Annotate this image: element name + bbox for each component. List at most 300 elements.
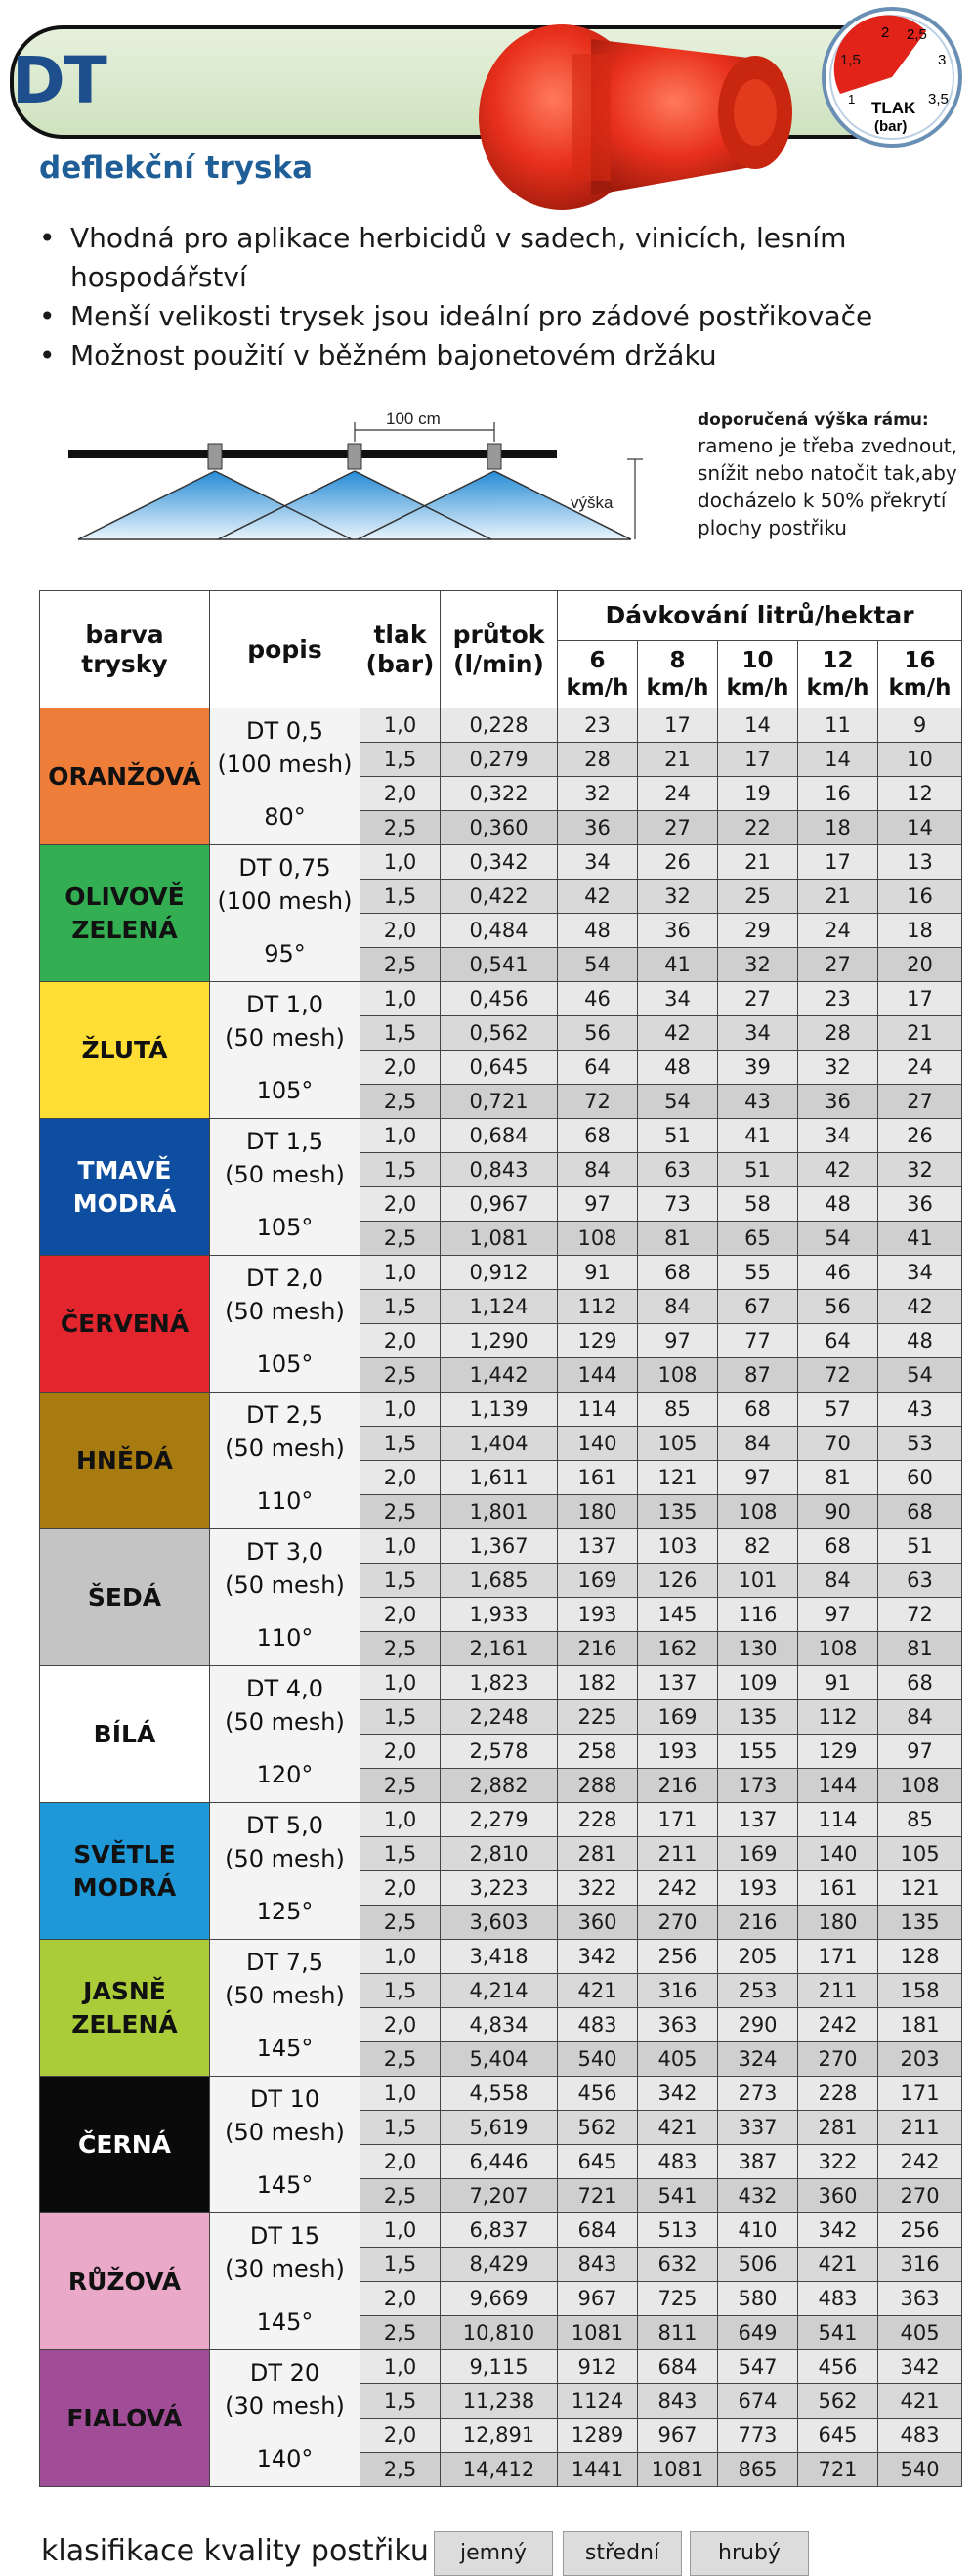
dosing-value: 684 bbox=[558, 2213, 638, 2248]
dosing-value: 68 bbox=[558, 1119, 638, 1153]
pressure-value: 1,0 bbox=[360, 1119, 441, 1153]
dosing-value: 674 bbox=[718, 2384, 798, 2419]
dosing-value: 270 bbox=[638, 1906, 718, 1940]
pressure-value: 2,5 bbox=[360, 1906, 441, 1940]
flow-value: 8,429 bbox=[441, 2248, 558, 2282]
dosing-value: 32 bbox=[878, 1153, 962, 1187]
pressure-value: 1,5 bbox=[360, 743, 441, 777]
gauge-tick-3: 3 bbox=[938, 52, 947, 68]
nozzle-table bbox=[39, 590, 962, 2487]
dosing-value: 84 bbox=[878, 1700, 962, 1735]
gauge-tick-2-5: 2,5 bbox=[907, 26, 927, 43]
flow-value: 3,223 bbox=[441, 1871, 558, 1906]
pressure-value: 1,0 bbox=[360, 845, 441, 880]
pressure-value: 1,5 bbox=[360, 1427, 441, 1461]
feature-item: • Menší velikosti trysek jsou ideální pro zádové postřikovače bbox=[39, 300, 873, 332]
table-row bbox=[40, 1529, 962, 1564]
dosing-value: 77 bbox=[718, 1324, 798, 1358]
dosing-value: 121 bbox=[878, 1871, 962, 1906]
dosing-value: 21 bbox=[718, 845, 798, 880]
dosing-value: 90 bbox=[798, 1495, 878, 1529]
dosing-value: 16 bbox=[878, 880, 962, 914]
flow-value: 1,801 bbox=[441, 1495, 558, 1529]
dosing-value: 290 bbox=[718, 2008, 798, 2042]
dosing-value: 81 bbox=[878, 1632, 962, 1666]
flow-value: 5,619 bbox=[441, 2111, 558, 2145]
pressure-value: 2,0 bbox=[360, 1051, 441, 1085]
dosing-value: 34 bbox=[638, 982, 718, 1016]
dosing-value: 21 bbox=[878, 1016, 962, 1051]
pressure-value: 1,0 bbox=[360, 2350, 441, 2384]
dosing-value: 43 bbox=[718, 1085, 798, 1119]
nozzle-mesh: (50 mesh) bbox=[225, 1435, 345, 1462]
dosing-value: 811 bbox=[638, 2316, 718, 2350]
height-note-text: rameno je třeba zvednout, snížit nebo natočit tak,aby docházelo k 50% překrytí plochy postřiku bbox=[698, 434, 958, 539]
dosing-value: 140 bbox=[558, 1427, 638, 1461]
dosing-value: 64 bbox=[798, 1324, 878, 1358]
header-speed: 8 km/h bbox=[638, 641, 718, 708]
dosing-value: 180 bbox=[798, 1906, 878, 1940]
dosing-value: 182 bbox=[558, 1666, 638, 1700]
dosing-value: 228 bbox=[798, 2077, 878, 2111]
dosing-value: 14 bbox=[798, 743, 878, 777]
dosing-value: 140 bbox=[798, 1837, 878, 1871]
dosing-value: 101 bbox=[718, 1564, 798, 1598]
gauge-title: TLAK bbox=[871, 99, 916, 117]
dosing-value: 645 bbox=[558, 2145, 638, 2179]
dosing-value: 173 bbox=[718, 1769, 798, 1803]
spacing-label: 100 cm bbox=[386, 409, 441, 428]
flow-value: 10,810 bbox=[441, 2316, 558, 2350]
nozzle-angle: 95° bbox=[264, 940, 306, 967]
pressure-value: 2,5 bbox=[360, 1358, 441, 1393]
dosing-value: 73 bbox=[638, 1187, 718, 1222]
table-row bbox=[40, 1119, 962, 1153]
dosing-value: 342 bbox=[798, 2213, 878, 2248]
dosing-value: 56 bbox=[558, 1016, 638, 1051]
flow-value: 0,456 bbox=[441, 982, 558, 1016]
dosing-value: 112 bbox=[558, 1290, 638, 1324]
dosing-value: 97 bbox=[558, 1187, 638, 1222]
dosing-value: 270 bbox=[798, 2042, 878, 2077]
pressure-value: 1,0 bbox=[360, 1256, 441, 1290]
nozzle-angle: 145° bbox=[256, 2035, 314, 2062]
pressure-value: 1,0 bbox=[360, 1940, 441, 1974]
nozzle-description bbox=[210, 1803, 360, 1940]
dosing-value: 967 bbox=[558, 2282, 638, 2316]
flow-value: 6,446 bbox=[441, 2145, 558, 2179]
flow-value: 6,837 bbox=[441, 2213, 558, 2248]
feature-item: • Možnost použití v běžném bajonetovém držáku bbox=[39, 339, 717, 371]
nozzle-angle: 110° bbox=[256, 1487, 314, 1515]
dosing-value: 26 bbox=[878, 1119, 962, 1153]
dosing-value: 360 bbox=[558, 1906, 638, 1940]
pressure-value: 2,0 bbox=[360, 1598, 441, 1632]
nozzle-angle: 105° bbox=[256, 1077, 314, 1104]
pressure-value: 2,0 bbox=[360, 2145, 441, 2179]
dosing-value: 18 bbox=[798, 811, 878, 845]
dosing-value: 43 bbox=[878, 1393, 962, 1427]
dosing-value: 144 bbox=[558, 1358, 638, 1393]
dosing-value: 46 bbox=[558, 982, 638, 1016]
dosing-value: 57 bbox=[798, 1393, 878, 1427]
pressure-value: 2,5 bbox=[360, 1222, 441, 1256]
nozzle-mesh: (50 mesh) bbox=[225, 1298, 345, 1325]
dosing-value: 28 bbox=[798, 1016, 878, 1051]
dosing-value: 1289 bbox=[558, 2419, 638, 2453]
flow-value: 1,933 bbox=[441, 1598, 558, 1632]
flow-value: 12,891 bbox=[441, 2419, 558, 2453]
dosing-value: 46 bbox=[798, 1256, 878, 1290]
dosing-value: 721 bbox=[558, 2179, 638, 2213]
pressure-value: 1,0 bbox=[360, 982, 441, 1016]
gauge-tick-1: 1 bbox=[848, 92, 856, 107]
dosing-value: 580 bbox=[718, 2282, 798, 2316]
dosing-value: 225 bbox=[558, 1700, 638, 1735]
dosing-value: 410 bbox=[718, 2213, 798, 2248]
dosing-value: 288 bbox=[558, 1769, 638, 1803]
dosing-value: 128 bbox=[878, 1940, 962, 1974]
pressure-value: 2,5 bbox=[360, 2316, 441, 2350]
flow-value: 1,404 bbox=[441, 1427, 558, 1461]
pressure-value: 1,5 bbox=[360, 1564, 441, 1598]
dosing-value: 126 bbox=[638, 1564, 718, 1598]
dosing-value: 27 bbox=[638, 811, 718, 845]
flow-value: 2,882 bbox=[441, 1769, 558, 1803]
dosing-value: 1441 bbox=[558, 2453, 638, 2487]
dosing-value: 547 bbox=[718, 2350, 798, 2384]
dosing-value: 27 bbox=[878, 1085, 962, 1119]
dosing-value: 216 bbox=[718, 1906, 798, 1940]
pressure-value: 1,0 bbox=[360, 1529, 441, 1564]
dosing-value: 36 bbox=[798, 1085, 878, 1119]
dosing-value: 540 bbox=[558, 2042, 638, 2077]
flow-value: 0,967 bbox=[441, 1187, 558, 1222]
flow-value: 0,322 bbox=[441, 777, 558, 811]
nozzle-angle: 105° bbox=[256, 1351, 314, 1378]
dosing-value: 82 bbox=[718, 1529, 798, 1564]
dosing-value: 432 bbox=[718, 2179, 798, 2213]
dosing-value: 26 bbox=[638, 845, 718, 880]
table-row bbox=[40, 2077, 962, 2111]
nozzle-mesh: (50 mesh) bbox=[225, 1024, 345, 1052]
dosing-value: 87 bbox=[718, 1358, 798, 1393]
dosing-value: 81 bbox=[798, 1461, 878, 1495]
flow-value: 2,279 bbox=[441, 1803, 558, 1837]
pressure-value: 2,0 bbox=[360, 1735, 441, 1769]
nozzle-description bbox=[210, 1940, 360, 2077]
nozzle-description bbox=[210, 1666, 360, 1803]
dosing-value: 169 bbox=[558, 1564, 638, 1598]
dosing-value: 258 bbox=[558, 1735, 638, 1769]
dosing-value: 41 bbox=[718, 1119, 798, 1153]
dosing-value: 97 bbox=[638, 1324, 718, 1358]
dosing-value: 28 bbox=[558, 743, 638, 777]
dosing-value: 169 bbox=[638, 1700, 718, 1735]
nozzle-mesh: (100 mesh) bbox=[217, 887, 353, 915]
dosing-value: 273 bbox=[718, 2077, 798, 2111]
dosing-value: 137 bbox=[638, 1666, 718, 1700]
nozzle-code: DT 4,0 bbox=[246, 1675, 323, 1702]
dosing-value: 17 bbox=[798, 845, 878, 880]
dosing-value: 21 bbox=[798, 880, 878, 914]
pressure-value: 2,0 bbox=[360, 2419, 441, 2453]
boom-spray-diagram bbox=[68, 403, 655, 549]
flow-value: 1,124 bbox=[441, 1290, 558, 1324]
nozzle-color-name: ČERVENÁ bbox=[40, 1256, 210, 1393]
table-row bbox=[40, 708, 962, 743]
dosing-value: 405 bbox=[638, 2042, 718, 2077]
dosing-value: 42 bbox=[558, 880, 638, 914]
dosing-value: 84 bbox=[718, 1427, 798, 1461]
dosing-value: 137 bbox=[558, 1529, 638, 1564]
nozzle-angle: 125° bbox=[256, 1898, 314, 1925]
nozzle-code: DT 2,5 bbox=[246, 1401, 323, 1429]
dosing-value: 193 bbox=[558, 1598, 638, 1632]
dosing-value: 105 bbox=[878, 1837, 962, 1871]
flow-value: 5,404 bbox=[441, 2042, 558, 2077]
nozzle-angle: 120° bbox=[256, 1761, 314, 1788]
nozzle-color-name: TMAVĚ MODRÁ bbox=[40, 1119, 210, 1256]
flow-value: 1,139 bbox=[441, 1393, 558, 1427]
dosing-value: 316 bbox=[878, 2248, 962, 2282]
dosing-value: 68 bbox=[798, 1529, 878, 1564]
pressure-value: 1,0 bbox=[360, 2213, 441, 2248]
nozzle-code: DT 15 bbox=[249, 2222, 320, 2250]
dosing-value: 322 bbox=[558, 1871, 638, 1906]
dosing-value: 54 bbox=[558, 948, 638, 982]
pressure-value: 2,0 bbox=[360, 914, 441, 948]
dosing-value: 97 bbox=[878, 1735, 962, 1769]
pressure-value: 1,5 bbox=[360, 1700, 441, 1735]
nozzle-color-name: JASNĚ ZELENÁ bbox=[40, 1940, 210, 2077]
flow-value: 0,342 bbox=[441, 845, 558, 880]
dosing-value: 865 bbox=[718, 2453, 798, 2487]
dosing-value: 48 bbox=[638, 1051, 718, 1085]
header-flow: průtok (l/min) bbox=[441, 591, 558, 708]
dosing-value: 541 bbox=[798, 2316, 878, 2350]
dosing-value: 21 bbox=[638, 743, 718, 777]
dosing-value: 129 bbox=[558, 1324, 638, 1358]
dosing-value: 12 bbox=[878, 777, 962, 811]
dosing-value: 129 bbox=[798, 1735, 878, 1769]
nozzle-color-name: RŮŽOVÁ bbox=[40, 2213, 210, 2350]
dosing-value: 456 bbox=[798, 2350, 878, 2384]
table-row bbox=[40, 845, 962, 880]
dosing-value: 342 bbox=[558, 1940, 638, 1974]
dosing-value: 324 bbox=[718, 2042, 798, 2077]
dosing-value: 337 bbox=[718, 2111, 798, 2145]
dosing-value: 24 bbox=[878, 1051, 962, 1085]
nozzle-description bbox=[210, 1393, 360, 1529]
dosing-value: 242 bbox=[638, 1871, 718, 1906]
nozzle-color-name: SVĚTLE MODRÁ bbox=[40, 1803, 210, 1940]
dosing-value: 103 bbox=[638, 1529, 718, 1564]
dosing-value: 51 bbox=[718, 1153, 798, 1187]
nozzle-code: DT 1,5 bbox=[246, 1128, 323, 1155]
flow-value: 3,418 bbox=[441, 1940, 558, 1974]
dosing-value: 65 bbox=[718, 1222, 798, 1256]
dosing-value: 23 bbox=[558, 708, 638, 743]
dosing-value: 36 bbox=[638, 914, 718, 948]
nozzle-angle: 140° bbox=[256, 2445, 314, 2472]
height-note bbox=[698, 408, 971, 541]
pressure-value: 1,5 bbox=[360, 1153, 441, 1187]
dosing-value: 193 bbox=[638, 1735, 718, 1769]
spray-fan bbox=[78, 471, 631, 539]
dosing-value: 211 bbox=[878, 2111, 962, 2145]
dosing-value: 84 bbox=[798, 1564, 878, 1598]
table-row bbox=[40, 1256, 962, 1290]
flow-value: 4,558 bbox=[441, 2077, 558, 2111]
pressure-value: 1,0 bbox=[360, 708, 441, 743]
dosing-value: 281 bbox=[558, 1837, 638, 1871]
dosing-value: 51 bbox=[638, 1119, 718, 1153]
pressure-value: 2,0 bbox=[360, 2282, 441, 2316]
dosing-value: 64 bbox=[558, 1051, 638, 1085]
pressure-value: 1,5 bbox=[360, 1837, 441, 1871]
table-row bbox=[40, 1803, 962, 1837]
dosing-value: 85 bbox=[638, 1393, 718, 1427]
dosing-value: 483 bbox=[878, 2419, 962, 2453]
nozzle-description bbox=[210, 982, 360, 1119]
dosing-value: 108 bbox=[718, 1495, 798, 1529]
table-row bbox=[40, 2350, 962, 2384]
subtitle: deflekční tryska bbox=[39, 150, 313, 186]
dosing-value: 216 bbox=[558, 1632, 638, 1666]
dosing-value: 58 bbox=[718, 1187, 798, 1222]
header-desc: popis bbox=[210, 591, 360, 708]
boom-bar bbox=[68, 450, 557, 458]
header-dosing: Dávkování litrů/hektar bbox=[558, 591, 962, 641]
flow-value: 2,578 bbox=[441, 1735, 558, 1769]
feature-list bbox=[39, 219, 930, 375]
nozzle-code: DT 5,0 bbox=[246, 1812, 323, 1839]
dosing-value: 13 bbox=[878, 845, 962, 880]
dosing-value: 32 bbox=[558, 777, 638, 811]
dosing-value: 181 bbox=[878, 2008, 962, 2042]
dosing-value: 116 bbox=[718, 1598, 798, 1632]
pressure-value: 1,0 bbox=[360, 1666, 441, 1700]
dosing-value: 70 bbox=[798, 1427, 878, 1461]
dosing-value: 421 bbox=[878, 2384, 962, 2419]
dosing-value: 56 bbox=[798, 1290, 878, 1324]
header-speed: 6 km/h bbox=[558, 641, 638, 708]
nozzle-angle: 110° bbox=[256, 1624, 314, 1652]
dosing-value: 322 bbox=[798, 2145, 878, 2179]
flow-value: 14,412 bbox=[441, 2453, 558, 2487]
dosing-value: 68 bbox=[878, 1495, 962, 1529]
dosing-value: 483 bbox=[638, 2145, 718, 2179]
dosing-value: 405 bbox=[878, 2316, 962, 2350]
dosing-value: 42 bbox=[638, 1016, 718, 1051]
dosing-value: 161 bbox=[558, 1461, 638, 1495]
nozzle-code: DT 0,75 bbox=[238, 854, 331, 881]
dosing-value: 112 bbox=[798, 1700, 878, 1735]
dosing-value: 1081 bbox=[638, 2453, 718, 2487]
nozzle-mesh: (50 mesh) bbox=[225, 1982, 345, 2009]
dosing-value: 144 bbox=[798, 1769, 878, 1803]
dosing-value: 203 bbox=[878, 2042, 962, 2077]
dosing-value: 135 bbox=[878, 1906, 962, 1940]
pressure-gauge bbox=[819, 4, 965, 150]
nozzle-description bbox=[210, 845, 360, 982]
dosing-value: 55 bbox=[718, 1256, 798, 1290]
dosing-value: 68 bbox=[638, 1256, 718, 1290]
dosing-value: 68 bbox=[878, 1666, 962, 1700]
dosing-value: 1081 bbox=[558, 2316, 638, 2350]
dosing-value: 725 bbox=[638, 2282, 718, 2316]
dosing-value: 34 bbox=[718, 1016, 798, 1051]
flow-value: 2,161 bbox=[441, 1632, 558, 1666]
gauge-tick-2: 2 bbox=[881, 24, 890, 41]
dosing-value: 421 bbox=[798, 2248, 878, 2282]
dosing-value: 24 bbox=[798, 914, 878, 948]
pressure-value: 2,0 bbox=[360, 1871, 441, 1906]
dosing-value: 158 bbox=[878, 1974, 962, 2008]
header-pressure: tlak (bar) bbox=[360, 591, 441, 708]
dosing-value: 114 bbox=[558, 1393, 638, 1427]
pressure-value: 1,5 bbox=[360, 2111, 441, 2145]
quality-coarse: hrubý bbox=[690, 2531, 809, 2576]
dosing-value: 242 bbox=[878, 2145, 962, 2179]
dosing-value: 54 bbox=[798, 1222, 878, 1256]
flow-value: 0,684 bbox=[441, 1119, 558, 1153]
height-note-title: doporučená výška rámu: bbox=[698, 410, 929, 430]
nozzle-angle: 105° bbox=[256, 1214, 314, 1241]
nozzle-mesh: (30 mesh) bbox=[225, 2392, 345, 2420]
dosing-value: 84 bbox=[638, 1290, 718, 1324]
flow-value: 0,843 bbox=[441, 1153, 558, 1187]
pressure-value: 2,0 bbox=[360, 1324, 441, 1358]
dosing-value: 342 bbox=[638, 2077, 718, 2111]
nozzle-code: DT 7,5 bbox=[246, 1949, 323, 1976]
dosing-value: 25 bbox=[718, 880, 798, 914]
pressure-value: 2,5 bbox=[360, 2179, 441, 2213]
dosing-value: 22 bbox=[718, 811, 798, 845]
flow-value: 2,248 bbox=[441, 1700, 558, 1735]
dosing-value: 16 bbox=[798, 777, 878, 811]
dosing-value: 63 bbox=[638, 1153, 718, 1187]
flow-value: 1,823 bbox=[441, 1666, 558, 1700]
nozzle-image bbox=[445, 0, 835, 225]
pressure-value: 1,5 bbox=[360, 880, 441, 914]
dosing-value: 114 bbox=[798, 1803, 878, 1837]
dosing-value: 253 bbox=[718, 1974, 798, 2008]
dosing-value: 27 bbox=[798, 948, 878, 982]
dosing-value: 72 bbox=[798, 1358, 878, 1393]
dosing-value: 363 bbox=[638, 2008, 718, 2042]
dosing-value: 912 bbox=[558, 2350, 638, 2384]
dosing-value: 513 bbox=[638, 2213, 718, 2248]
quality-medium: střední bbox=[563, 2531, 682, 2576]
flow-value: 9,669 bbox=[441, 2282, 558, 2316]
nozzle-code: DT 0,5 bbox=[246, 717, 323, 745]
nozzle-description bbox=[210, 708, 360, 845]
dosing-value: 48 bbox=[798, 1187, 878, 1222]
dosing-value: 684 bbox=[638, 2350, 718, 2384]
dosing-value: 645 bbox=[798, 2419, 878, 2453]
pressure-value: 2,5 bbox=[360, 2453, 441, 2487]
dosing-value: 162 bbox=[638, 1632, 718, 1666]
flow-value: 7,207 bbox=[441, 2179, 558, 2213]
dosing-value: 108 bbox=[798, 1632, 878, 1666]
dosing-value: 843 bbox=[558, 2248, 638, 2282]
dosing-value: 24 bbox=[638, 777, 718, 811]
dosing-value: 137 bbox=[718, 1803, 798, 1837]
dosing-value: 34 bbox=[798, 1119, 878, 1153]
dosing-value: 23 bbox=[798, 982, 878, 1016]
